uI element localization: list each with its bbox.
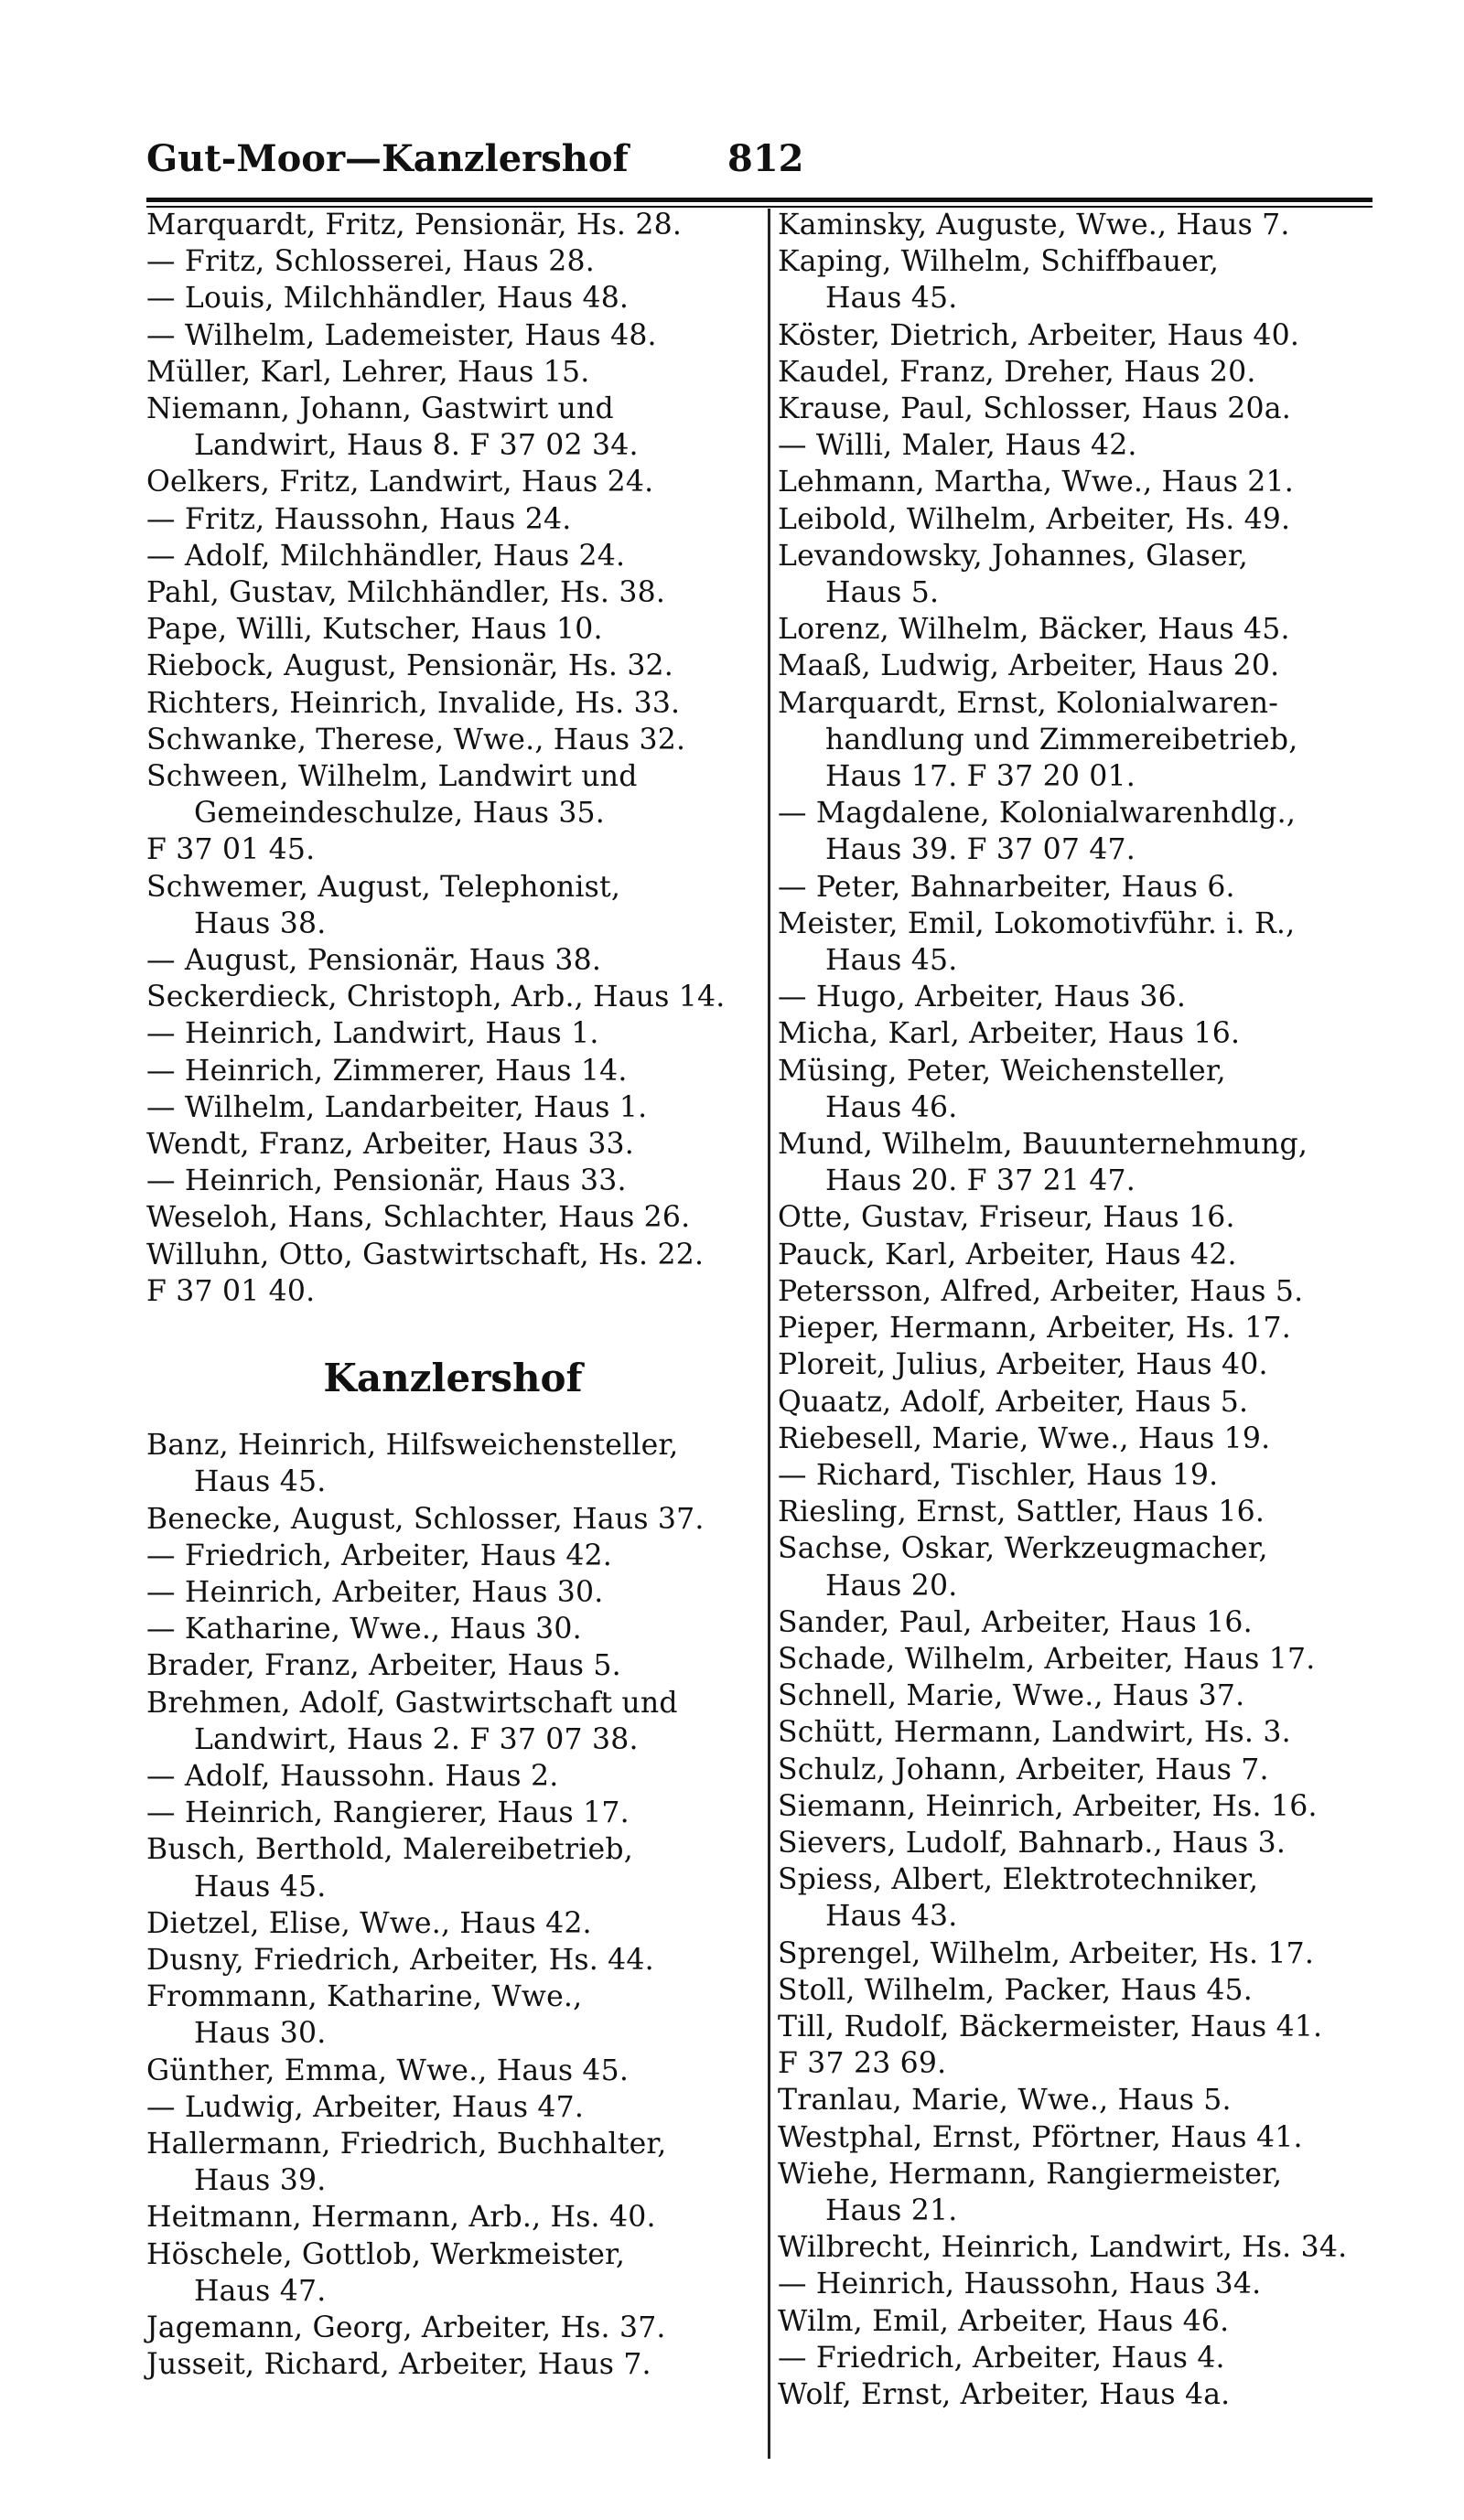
directory-entry: Spiess, Albert, Elektrotechniker,: [778, 1863, 1259, 1897]
directory-entry: Pauck, Karl, Arbeiter, Haus 42.: [778, 1238, 1237, 1271]
directory-entry: — Friedrich, Arbeiter, Haus 42.: [146, 1539, 613, 1572]
header-rule-thick: [146, 198, 1372, 202]
directory-entry: Marquardt, Fritz, Pensionär, Hs. 28.: [146, 209, 683, 241]
directory-entry-continuation: F 37 01 40.: [146, 1274, 316, 1308]
directory-entry-continuation: F 37 01 45.: [146, 833, 316, 867]
directory-entry-continuation: Haus 38.: [194, 906, 327, 940]
directory-entry-continuation: Haus 47.: [194, 2274, 327, 2308]
directory-entry: Schwemer, August, Telephonist,: [146, 870, 621, 904]
directory-entry: — Adolf, Milchhändler, Haus 24.: [146, 539, 626, 573]
directory-entry-continuation: Haus 45.: [194, 1870, 327, 1903]
directory-entry: Maaß, Ludwig, Arbeiter, Haus 20.: [778, 649, 1280, 683]
directory-entry: — Willi, Maler, Haus 42.: [778, 429, 1137, 463]
directory-entry: Oelkers, Fritz, Landwirt, Haus 24.: [146, 466, 654, 499]
directory-entry: Kaping, Wilhelm, Schiffbauer,: [778, 245, 1220, 279]
directory-entry: — Katharine, Wwe., Haus 30.: [146, 1613, 582, 1646]
directory-entry: — Heinrich, Rangierer, Haus 17.: [146, 1796, 630, 1830]
directory-entry: Weseloh, Hans, Schlachter, Haus 26.: [146, 1201, 691, 1235]
directory-entry: Schulz, Johann, Arbeiter, Haus 7.: [778, 1753, 1269, 1786]
directory-entry: Levandowsky, Johannes, Glaser,: [778, 539, 1248, 573]
running-head: [146, 137, 1372, 183]
directory-entry: Lorenz, Wilhelm, Bäcker, Haus 45.: [778, 613, 1290, 647]
directory-entry: Willuhn, Otto, Gastwirtschaft, Hs. 22.: [146, 1238, 705, 1271]
directory-entry-continuation: Haus 43.: [825, 1900, 958, 1934]
directory-entry: Wiehe, Hermann, Rangiermeister,: [778, 2157, 1283, 2191]
directory-entry: Siemann, Heinrich, Arbeiter, Hs. 16.: [778, 1789, 1318, 1823]
directory-entry: Müsing, Peter, Weichensteller,: [778, 1054, 1226, 1088]
directory-entry-continuation: Haus 17. F 37 20 01.: [825, 760, 1136, 794]
directory-entry: — Wilhelm, Landarbeiter, Haus 1.: [146, 1090, 648, 1124]
directory-entry: Leibold, Wilhelm, Arbeiter, Hs. 49.: [778, 502, 1291, 536]
directory-entry: Mund, Wilhelm, Bauunternehmung,: [778, 1128, 1308, 1162]
directory-entry: Brader, Franz, Arbeiter, Haus 5.: [146, 1649, 621, 1683]
column-divider: [768, 209, 770, 2459]
directory-entry: Sander, Paul, Arbeiter, Haus 16.: [778, 1605, 1253, 1639]
directory-entry: — Ludwig, Arbeiter, Haus 47.: [146, 2090, 585, 2124]
directory-entry-continuation: Haus 20. F 37 21 47.: [825, 1164, 1136, 1198]
directory-entry: Till, Rudolf, Bäckermeister, Haus 41.: [778, 2010, 1323, 2043]
directory-entry: Kaminsky, Auguste, Wwe., Haus 7.: [778, 209, 1290, 241]
directory-entry: — Louis, Milchhändler, Haus 48.: [146, 282, 630, 316]
directory-entry-continuation: handlung und Zimmereibetrieb,: [825, 723, 1298, 756]
directory-entry: Frommann, Katharine, Wwe.,: [146, 1980, 583, 2014]
directory-entry: Heitmann, Hermann, Arb., Hs. 40.: [146, 2201, 656, 2235]
directory-entry: Seckerdieck, Christoph, Arb., Haus 14.: [146, 981, 726, 1014]
directory-entry: Niemann, Johann, Gastwirt und: [146, 392, 614, 426]
directory-entry: Stoll, Wilhelm, Packer, Haus 45.: [778, 1973, 1254, 2007]
page-number: 812: [727, 137, 804, 180]
directory-entry: Schwanke, Therese, Wwe., Haus 32.: [146, 723, 686, 756]
directory-entry: Wendt, Franz, Arbeiter, Haus 33.: [146, 1128, 635, 1162]
page-title: Gut-Moor—Kanzlershof: [146, 137, 629, 180]
directory-entry: Krause, Paul, Schlosser, Haus 20a.: [778, 392, 1291, 426]
directory-entry: Dusny, Friedrich, Arbeiter, Hs. 44.: [146, 1943, 654, 1977]
directory-entry: Micha, Karl, Arbeiter, Haus 16.: [778, 1017, 1241, 1051]
directory-entry: — Heinrich, Zimmerer, Haus 14.: [146, 1054, 628, 1088]
directory-entry-continuation: Haus 39. F 37 07 47.: [825, 833, 1136, 867]
directory-entry: Petersson, Alfred, Arbeiter, Haus 5.: [778, 1274, 1304, 1308]
directory-entry: Sachse, Oskar, Werkzeugmacher,: [778, 1532, 1268, 1566]
directory-entry-continuation: Haus 39.: [194, 2164, 327, 2198]
directory-entry-continuation: F 37 23 69.: [778, 2047, 947, 2081]
directory-entry: Hallermann, Friedrich, Buchhalter,: [146, 2127, 667, 2161]
section-heading: Kanzlershof: [323, 1356, 583, 1401]
directory-entry-continuation: Landwirt, Haus 2. F 37 07 38.: [194, 1722, 639, 1756]
directory-entry: Köster, Dietrich, Arbeiter, Haus 40.: [778, 318, 1300, 352]
directory-entry: Wilm, Emil, Arbeiter, Haus 46.: [778, 2304, 1230, 2338]
directory-entry: Sprengel, Wilhelm, Arbeiter, Hs. 17.: [778, 1936, 1315, 1970]
directory-entry: — Heinrich, Landwirt, Haus 1.: [146, 1017, 599, 1051]
directory-entry-continuation: Gemeindeschulze, Haus 35.: [194, 797, 606, 831]
directory-entry: — Richard, Tischler, Haus 19.: [778, 1458, 1219, 1492]
directory-entry: — August, Pensionär, Haus 38.: [146, 944, 602, 978]
directory-entry: Banz, Heinrich, Hilfsweichensteller,: [146, 1429, 679, 1463]
directory-entry: — Heinrich, Pensionär, Haus 33.: [146, 1164, 627, 1198]
left-block-gut-moor: [146, 207, 759, 1310]
directory-entry: Wolf, Ernst, Arbeiter, Haus 4a.: [778, 2377, 1231, 2411]
directory-entry: Jagemann, Georg, Arbeiter, Hs. 37.: [146, 2311, 666, 2344]
directory-entry: Ploreit, Julius, Arbeiter, Haus 40.: [778, 1348, 1268, 1382]
directory-entry: — Heinrich, Haussohn, Haus 34.: [778, 2268, 1262, 2301]
directory-entry: — Fritz, Haussohn, Haus 24.: [146, 502, 572, 536]
directory-entry-continuation: Haus 45.: [825, 282, 958, 316]
directory-entry-continuation: Haus 45.: [825, 944, 958, 978]
directory-entry: Benecke, August, Schlosser, Haus 37.: [146, 1502, 705, 1536]
directory-entry-continuation: Haus 5.: [825, 576, 940, 610]
directory-entry: — Hugo, Arbeiter, Haus 36.: [778, 981, 1187, 1014]
directory-entry: Tranlau, Marie, Wwe., Haus 5.: [778, 2084, 1232, 2118]
directory-entry: Quaatz, Adolf, Arbeiter, Haus 5.: [778, 1385, 1249, 1419]
directory-entry-continuation: Haus 46.: [825, 1090, 958, 1124]
left-block-kanzlershof: [146, 1427, 759, 2383]
directory-entry: Riebesell, Marie, Wwe., Haus 19.: [778, 1421, 1271, 1455]
directory-entry-continuation: Haus 20.: [825, 1569, 958, 1603]
directory-entry: Schween, Wilhelm, Landwirt und: [146, 760, 638, 794]
directory-entry: Pahl, Gustav, Milchhändler, Hs. 38.: [146, 576, 666, 610]
directory-entry: Marquardt, Ernst, Kolonialwaren-: [778, 686, 1279, 720]
directory-entry: Schütt, Hermann, Landwirt, Hs. 3.: [778, 1716, 1291, 1750]
directory-entry: Jusseit, Richard, Arbeiter, Haus 7.: [146, 2348, 651, 2382]
right-column: [778, 207, 1393, 2413]
directory-entry: Kaudel, Franz, Dreher, Haus 20.: [778, 355, 1256, 389]
directory-entry: — Fritz, Schlosserei, Haus 28.: [146, 245, 595, 279]
directory-entry: Lehmann, Martha, Wwe., Haus 21.: [778, 466, 1294, 499]
directory-entry: Meister, Emil, Lokomotivführ. i. R.,: [778, 906, 1296, 940]
directory-entry: Westphal, Ernst, Pförtner, Haus 41.: [778, 2120, 1303, 2154]
directory-entry: Sievers, Ludolf, Bahnarb., Haus 3.: [778, 1826, 1286, 1860]
directory-entry: Müller, Karl, Lehrer, Haus 15.: [146, 355, 590, 389]
directory-entry-continuation: Haus 45.: [194, 1465, 327, 1499]
directory-entry: Günther, Emma, Wwe., Haus 45.: [146, 2054, 630, 2087]
directory-entry: — Magdalene, Kolonialwarenhdlg.,: [778, 797, 1297, 831]
directory-entry: Dietzel, Elise, Wwe., Haus 42.: [146, 1906, 592, 1940]
directory-entry-continuation: Landwirt, Haus 8. F 37 02 34.: [194, 429, 639, 463]
directory-entry: Pieper, Hermann, Arbeiter, Hs. 17.: [778, 1312, 1291, 1346]
directory-entry: Pape, Willi, Kutscher, Haus 10.: [146, 613, 603, 647]
directory-entry: Brehmen, Adolf, Gastwirtschaft und: [146, 1686, 678, 1720]
directory-entry: — Heinrich, Arbeiter, Haus 30.: [146, 1575, 604, 1609]
directory-entry: Riebock, August, Pensionär, Hs. 32.: [146, 649, 674, 683]
directory-entry: Otte, Gustav, Friseur, Haus 16.: [778, 1201, 1235, 1235]
directory-entry: Riesling, Ernst, Sattler, Haus 16.: [778, 1496, 1265, 1529]
directory-entry: — Wilhelm, Lademeister, Haus 48.: [146, 318, 657, 352]
directory-entry: Busch, Berthold, Malereibetrieb,: [146, 1833, 633, 1867]
directory-entry: — Adolf, Haussohn. Haus 2.: [146, 1759, 559, 1793]
directory-entry: Richters, Heinrich, Invalide, Hs. 33.: [146, 686, 681, 720]
directory-entry: — Friedrich, Arbeiter, Haus 4.: [778, 2341, 1225, 2375]
left-column: [146, 207, 759, 2383]
directory-entry-continuation: Haus 30.: [194, 2017, 327, 2051]
directory-entry: Wilbrecht, Heinrich, Landwirt, Hs. 34.: [778, 2231, 1348, 2265]
directory-entry: Schade, Wilhelm, Arbeiter, Haus 17.: [778, 1642, 1316, 1676]
directory-entry: — Peter, Bahnarbeiter, Haus 6.: [778, 870, 1235, 904]
directory-entry: Schnell, Marie, Wwe., Haus 37.: [778, 1679, 1245, 1713]
directory-entry-continuation: Haus 21.: [825, 2193, 958, 2227]
directory-entry: Höschele, Gottlob, Werkmeister,: [146, 2237, 626, 2271]
